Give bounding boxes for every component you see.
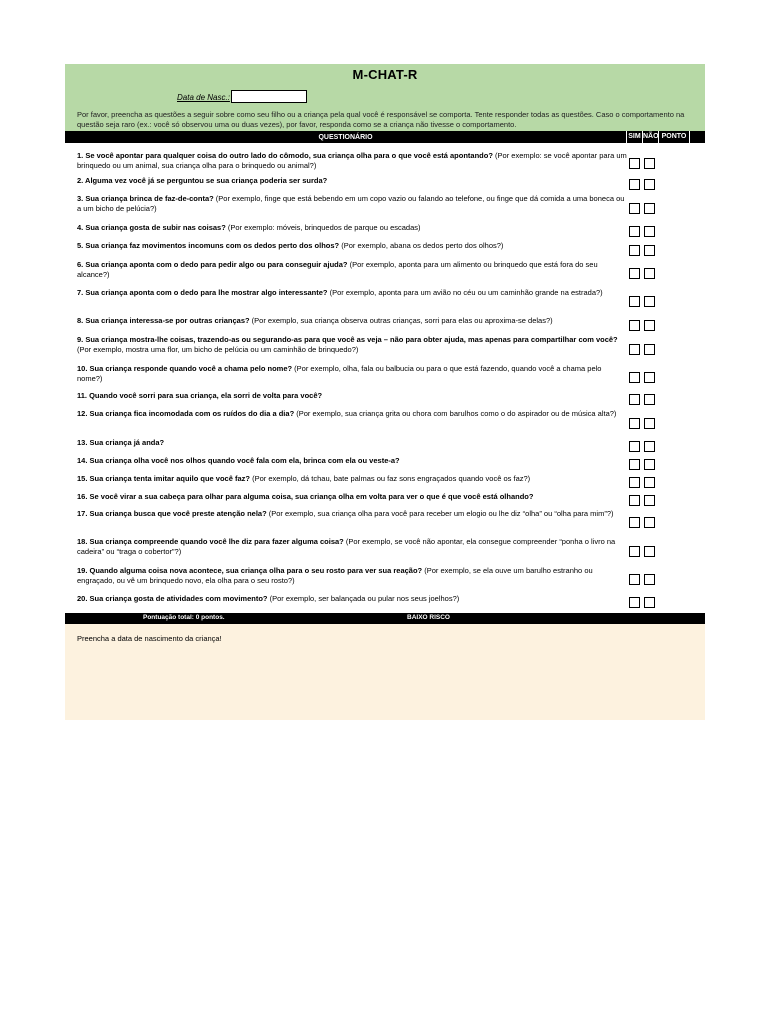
nao-checkbox[interactable]	[644, 418, 655, 429]
question-row	[65, 316, 705, 335]
nao-checkbox[interactable]	[644, 296, 655, 307]
question-row	[65, 194, 705, 223]
question-example: (Por exemplo, abana os dedos perto dos olhos?)	[339, 241, 504, 250]
question-row	[65, 241, 705, 260]
question-title: 5. Sua criança faz movimentos incomuns com os dedos perto dos olhos?	[77, 241, 340, 250]
question-row	[65, 537, 705, 566]
sim-header: SIM	[626, 131, 642, 143]
question-row	[65, 288, 705, 316]
question-row	[65, 474, 705, 492]
dob-input[interactable]	[231, 90, 307, 103]
question-row	[65, 335, 705, 364]
question-title: 18. Sua criança compreende quando você lhe diz para fazer alguma coisa?	[77, 537, 344, 546]
question-row	[65, 492, 705, 509]
question-title: 7. Sua criança aponta com o dedo para lhe mostrar algo interessante?	[77, 288, 328, 297]
score-bar	[65, 613, 705, 624]
question-title: 4. Sua criança gosta de subir nas coisas?	[77, 223, 226, 232]
result-panel	[65, 624, 705, 720]
question-row	[65, 456, 705, 474]
nao-checkbox[interactable]	[644, 495, 655, 506]
question-text	[77, 288, 627, 298]
nao-checkbox[interactable]	[644, 268, 655, 279]
nao-checkbox[interactable]	[644, 441, 655, 452]
question-example: (Por exemplo, finge que está bebendo em um copo vazio ou falando ao telefone, ou finge que dá comida a uma boneca ou a um bicho de pelúcia?)	[77, 194, 625, 213]
sim-checkbox[interactable]	[629, 245, 640, 256]
nao-checkbox[interactable]	[644, 477, 655, 488]
sim-checkbox[interactable]	[629, 268, 640, 279]
sim-checkbox[interactable]	[629, 226, 640, 237]
risk-level: BAIXO RISCO	[407, 614, 450, 621]
question-row	[65, 409, 705, 438]
question-row	[65, 594, 705, 612]
nao-checkbox[interactable]	[644, 574, 655, 585]
question-title: 14. Sua criança olha você nos olhos quando você fala com ela, brinca com ela ou veste-a?	[77, 456, 400, 465]
nao-checkbox[interactable]	[644, 597, 655, 608]
question-example: (Por exemplo, ser balançada ou pular nos seus joelhos?)	[267, 594, 460, 603]
instructions-text: Por favor, preencha as questões a seguir sobre como seu filho ou a criança pela qual você é responsável se comporta. Tente responder todas as questões. Caso o comportamento na questão seja raro (ex.: você só observou uma ou duas vezes), por favor, responda como se a criança não tivesse o comportamento.	[77, 110, 685, 129]
question-row	[65, 509, 705, 537]
question-text	[77, 223, 627, 233]
question-title: 9. Sua criança mostra-lhe coisas, trazendo-as ou segurando-as para que você as veja – não para obter ajuda, mas apenas para compartilhar com você?	[77, 335, 618, 344]
question-row	[65, 364, 705, 391]
question-text	[77, 260, 627, 279]
question-title: 16. Se você virar a sua cabeça para olhar para alguma coisa, sua criança olha em volta para ver o que é que você está olhando?	[77, 492, 534, 501]
question-list	[65, 143, 705, 613]
dob-label: Data de Nasc.:	[177, 93, 230, 102]
question-title: 19. Quando alguma coisa nova acontece, sua criança olha para o seu rosto para ver sua reação?	[77, 566, 423, 575]
questionnaire-header: QUESTIONÁRIO	[318, 133, 373, 141]
nao-checkbox[interactable]	[644, 546, 655, 557]
question-title: 15. Sua criança tenta imitar aquilo que você faz?	[77, 474, 250, 483]
sim-checkbox[interactable]	[629, 477, 640, 488]
sim-checkbox[interactable]	[629, 574, 640, 585]
sim-checkbox[interactable]	[629, 495, 640, 506]
question-title: 3. Sua criança brinca de faz-de-conta?	[77, 194, 214, 203]
question-text	[77, 474, 627, 484]
mchat-form	[65, 64, 705, 720]
question-example: (Por exemplo, aponta para um alimento ou brinquedo que está fora do seu alcance?)	[77, 260, 598, 279]
nao-checkbox[interactable]	[644, 459, 655, 470]
question-example: (Por exemplo, aponta para um avião no céu ou um caminhão grande na estrada?)	[327, 288, 603, 297]
nao-checkbox[interactable]	[644, 245, 655, 256]
question-text	[77, 509, 627, 519]
question-example: (Por exemplo, sua criança olha para você para receber um elogio ou lhe diz “olha” ou “olha para mim”?)	[266, 509, 614, 518]
question-example: (Por exemplo, sua criança observa outras crianças, sorri para elas ou aproxima-se delas?)	[249, 316, 553, 325]
question-text	[77, 316, 627, 326]
sim-checkbox[interactable]	[629, 372, 640, 383]
question-text	[77, 194, 627, 213]
question-title: 17. Sua criança busca que você preste atenção nela?	[77, 509, 267, 518]
question-title: 12. Sua criança fica incomodada com os ruídos do dia a dia?	[77, 409, 295, 418]
sim-checkbox[interactable]	[629, 597, 640, 608]
question-example: (Por exemplo, se você não apontar, ela consegue compreender “ponha o livro na cadeira” ou “traga o cobertor”?)	[77, 537, 616, 556]
result-message: Preencha a data de nascimento da criança!	[77, 634, 222, 643]
question-example: (Por exemplo, mostra uma flor, um bicho de pelúcia ou um caminhão de brinquedo?)	[77, 344, 359, 354]
question-text	[77, 456, 627, 466]
question-example: (Por exemplo: móveis, brinquedos de parque ou escadas)	[225, 223, 421, 232]
sim-checkbox[interactable]	[629, 296, 640, 307]
question-title: 6. Sua criança aponta com o dedo para pedir algo ou para conseguir ajuda?	[77, 260, 348, 269]
nao-checkbox[interactable]	[644, 372, 655, 383]
nao-checkbox[interactable]	[644, 179, 655, 190]
question-example: (Por exemplo, sua criança grita ou chora com barulhos como o do aspirador ou de música alta?)	[294, 409, 617, 418]
question-text	[77, 176, 627, 186]
ponto-header: PONTO	[658, 131, 690, 143]
form-header	[65, 64, 705, 131]
question-row	[65, 260, 705, 288]
question-title: 1. Se você apontar para qualquer coisa do outro lado do cômodo, sua criança olha para o que você está apontando?	[77, 151, 493, 160]
question-text	[77, 409, 627, 419]
question-text	[77, 537, 627, 556]
question-example: (Por exemplo, dá tchau, bate palmas ou faz sons engraçados quando você os faz?)	[249, 474, 531, 483]
question-text	[77, 151, 627, 170]
sim-checkbox[interactable]	[629, 418, 640, 429]
question-row	[65, 391, 705, 409]
question-text	[77, 241, 627, 251]
sim-checkbox[interactable]	[629, 394, 640, 405]
question-title: 13. Sua criança já anda?	[77, 438, 165, 447]
nao-checkbox[interactable]	[644, 320, 655, 331]
sim-checkbox[interactable]	[629, 158, 640, 169]
question-text	[77, 566, 627, 585]
question-row	[65, 566, 705, 594]
question-text	[77, 364, 627, 383]
question-title: 8. Sua criança interessa-se por outras crianças?	[77, 316, 250, 325]
nao-checkbox[interactable]	[644, 394, 655, 405]
sim-checkbox[interactable]	[629, 441, 640, 452]
question-title: 10. Sua criança responde quando você a chama pelo nome?	[77, 364, 293, 373]
table-header	[65, 131, 705, 143]
question-row	[65, 176, 705, 194]
nao-header: NÃO	[642, 131, 658, 143]
sim-checkbox[interactable]	[629, 546, 640, 557]
question-example: (Por exemplo, olha, fala ou balbucia ou para o que está fazendo, quando você a chama pelo nome?)	[77, 364, 602, 383]
sim-checkbox[interactable]	[629, 203, 640, 214]
nao-checkbox[interactable]	[644, 203, 655, 214]
nao-checkbox[interactable]	[644, 344, 655, 355]
question-title: 11. Quando você sorri para sua criança, ela sorri de volta para você?	[77, 391, 323, 400]
question-text	[77, 492, 627, 502]
question-text	[77, 335, 627, 354]
question-row	[65, 438, 705, 456]
sim-checkbox[interactable]	[629, 517, 640, 528]
sim-checkbox[interactable]	[629, 344, 640, 355]
question-example: (Por exemplo, se ela ouve um barulho estranho ou engraçado, ou vê um brinquedo novo, ela olha para o seu rosto?)	[77, 566, 593, 585]
question-example: (Por exemplo: se você apontar para um brinquedo ou um animal, sua criança olha para o brinquedo ou animal?)	[77, 151, 627, 170]
question-row	[65, 223, 705, 241]
form-title: M-CHAT-R	[352, 67, 418, 82]
question-text	[77, 391, 627, 401]
nao-checkbox[interactable]	[644, 226, 655, 237]
sim-checkbox[interactable]	[629, 320, 640, 331]
total-score: Pontuação total: 0 pontos.	[143, 614, 225, 621]
nao-checkbox[interactable]	[644, 517, 655, 528]
question-title: 20. Sua criança gosta de atividades com movimento?	[77, 594, 268, 603]
question-title: 2. Alguma vez você já se perguntou se sua criança poderia ser surda?	[77, 176, 328, 185]
question-text	[77, 594, 627, 604]
question-text	[77, 438, 627, 448]
sim-checkbox[interactable]	[629, 459, 640, 470]
question-row	[65, 151, 705, 176]
sim-checkbox[interactable]	[629, 179, 640, 190]
nao-checkbox[interactable]	[644, 158, 655, 169]
